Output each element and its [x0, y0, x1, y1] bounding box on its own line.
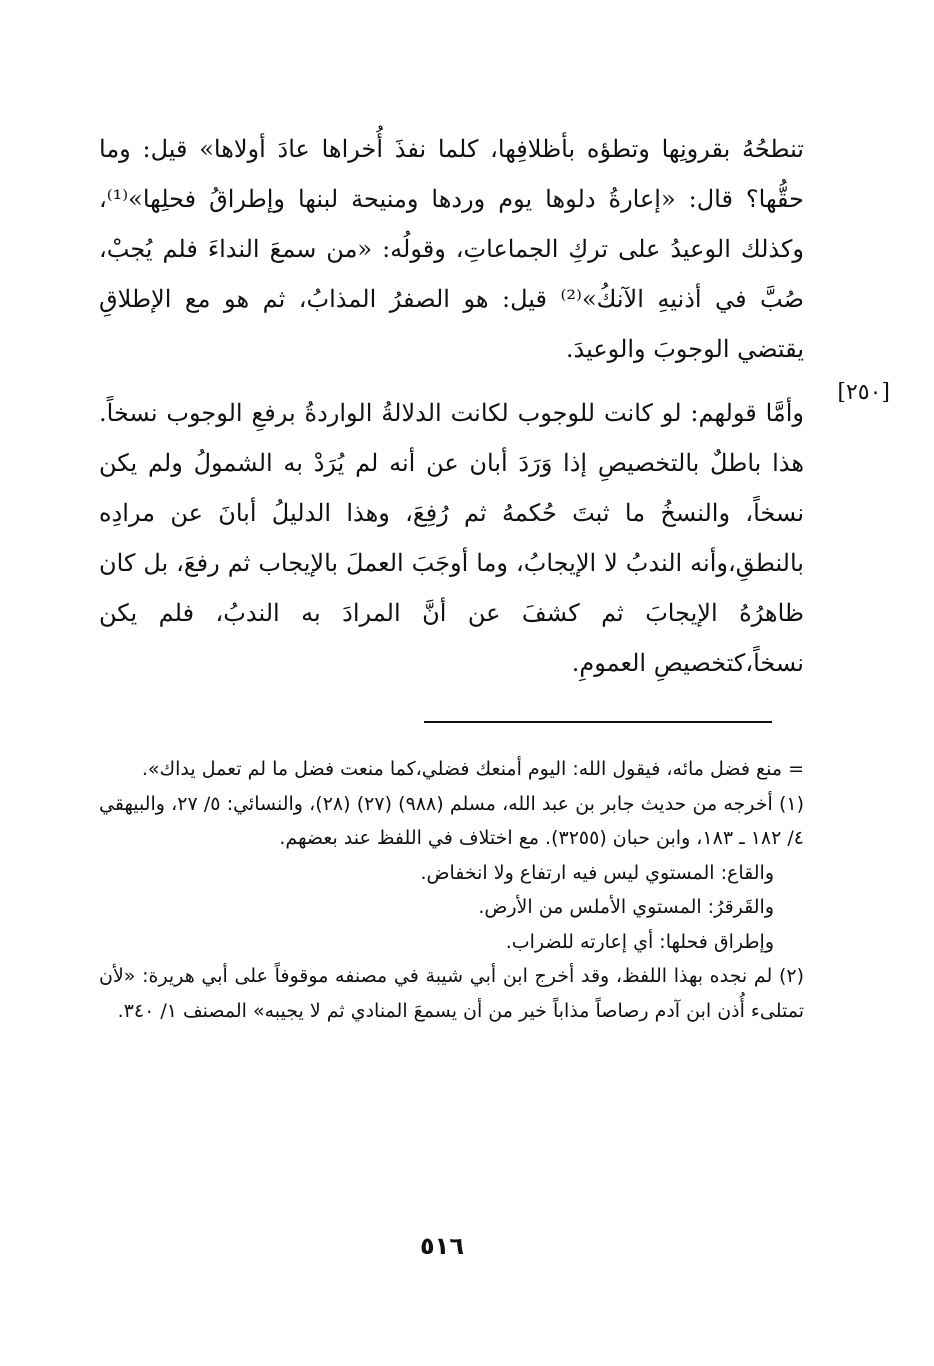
footnote-2: (٢) لم نجده بهذا اللفظ، وقد أخرج ابن أبي شيبة في مصنفه موقوفاً على أبي هريرة: «لأن تمتلىء أُذن ابن آدم رصاصاً مذاباً خير من أن يسمعَ المنادي ثم لا يجيبه» المصنف ١/ ٣٤٠. [99, 965, 804, 1022]
main-paragraph-2: وأمَّا قولهم: لو كانت للوجوب لكانت الدلالةُ الواردةُ برفعِ الوجوب نسخاً. هذا باطلٌ بالتخصيصِ إذا وَرَدَ أبان عن أنه لم يُرَدْ به الشمولُ ولم يكن نسخاً، والنسخُ ما ثبتَ حُكمهُ ثم رُفِعَ، وهذا الدليلُ أبانَ عن مرادِه بالنطقِ،وأنه الندبُ لا الإيجابُ، وما أوجَبَ العملَ بالإيجاب ثم رفعَ، بل كان ظاهرُهُ الإيجابَ ثم كشفَ عن أنَّ المرادَ به الندبُ، فلم يكن نسخاً،كتخصيصِ العمومِ. [99, 399, 804, 677]
footnote-1-gloss-qarqar: والقَرقرُ: المستوي الأملس من الأرض. [478, 896, 774, 918]
footnotes [99, 752, 804, 1028]
main-text-body [99, 124, 804, 688]
footnote-1-gloss-qaa: والقاع: المستوي ليس فيه ارتفاع ولا انخفاض. [420, 861, 774, 884]
footnote-separator [424, 721, 772, 723]
footnote-1: (١) أخرجه من حديث جابر بن عبد الله، مسلم (٩٨٨) (٢٧) (٢٨)، والنسائي: ٥/ ٢٧، والبيهقي ٤/ ١٨٢ ـ ١٨٣، وابن حبان (٣٢٥٥). مع اختلاف في اللفظ عند بعضهم. [99, 792, 805, 849]
page-number: ٥١٦ [420, 1232, 464, 1260]
footnote-continuation: = منع فضل مائه، فيقول الله: اليوم أمنعك فضلي،كما منعت فضل ما لم تعمل يداك». [141, 758, 804, 780]
margin-section-number: [٢٥٠] [837, 380, 890, 405]
footnote-1-gloss-itraq: وإطراق فحلها: أي إعارته للضراب. [505, 930, 774, 953]
main-paragraph-1: تنطحُهُ بقرونِها وتطؤه بأظلافِها، كلما نفذَ أُخراها عادَ أولاها» قيل: وما حقُّها؟ قال: «إعارةُ دلوها يوم وردها ومنيحة لبنها وإطراقُ فحلِها»⁽¹⁾، وكذلك الوعيدُ على تركِ الجماعاتِ، وقولُه: «من سمعَ النداءَ فلم يُجبْ، صُبَّ في أذنيهِ الآنكُ»⁽²⁾ قيل: هو الصفرُ المذابُ، ثم هو مع الإطلاقِ يقتضي الوجوبَ والوعيدَ. [99, 135, 804, 363]
